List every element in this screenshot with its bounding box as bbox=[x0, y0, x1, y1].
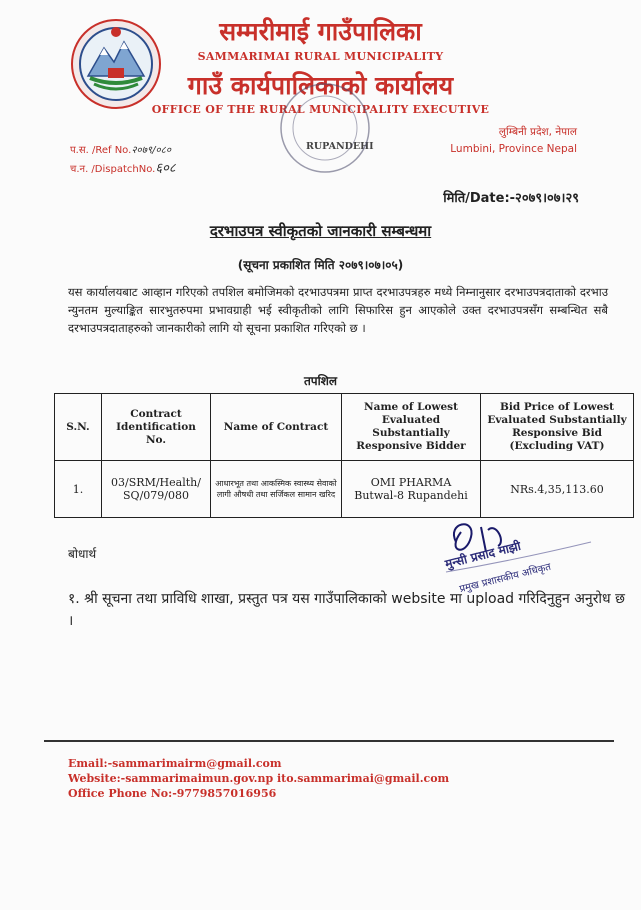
address-en: RUPANDEHI bbox=[306, 141, 374, 152]
notice-paragraph: यस कार्यालयबाट आव्हान गरिएको तपशिल बमोजिमको दरभाउपत्रमा प्राप्त दरभाउपत्रहरु मध्ये निम्नानुसार दरभाउपत्रदाताको दरभाउ न्युनतम मुल्याङ्कित सारभुतरुपमा प्रभावग्राही भई स्वीकृतीको लागि सिफारिस हुन आएकोले उक्त दरभाउपत्रसँग सम्बन्धित सबै दरभाउपत्रदाताहरुको जानकारीको लागि यो सूचना प्रकाशित गरिएको छ । bbox=[68, 285, 608, 335]
table-header-row bbox=[55, 394, 634, 461]
footer-website: Website:-sammarimaimun.gov.np ito.sammarimai@gmail.com bbox=[68, 772, 450, 785]
province-np: लुम्बिनी प्रदेश, नेपाल bbox=[498, 126, 577, 138]
province-en: Lumbini, Province Nepal bbox=[450, 143, 577, 155]
cell-bid-price: NRs.4,35,113.60 bbox=[481, 461, 634, 518]
bid-table bbox=[54, 393, 634, 518]
header-bidder: Name of Lowest Evaluated Substantially Responsive Bidder bbox=[342, 394, 481, 461]
office-name-np: गाउँ कार्यपालिकाको कार्यालय bbox=[187, 71, 454, 100]
dispatch-value: ६०८ bbox=[155, 161, 176, 176]
ref-number bbox=[70, 142, 171, 156]
footer-divider bbox=[44, 740, 614, 742]
municipality-name-en: SAMMARIMAI RURAL MUNICIPALITY bbox=[197, 50, 444, 63]
ref-value: २०७९/०८० bbox=[131, 145, 172, 156]
table-title: तपशिल bbox=[303, 374, 338, 388]
header-sn: S.N. bbox=[55, 394, 102, 461]
footer-email: Email:-sammarimairm@gmail.com bbox=[68, 757, 282, 770]
dispatch-number bbox=[70, 158, 176, 176]
table-row bbox=[55, 461, 634, 518]
cell-bidder bbox=[342, 461, 481, 518]
office-stamp bbox=[270, 78, 380, 178]
signature-block bbox=[426, 512, 616, 597]
notice-published-date: (सूचना प्रकाशित मिति २०७९।०७।०५) bbox=[237, 258, 404, 272]
letter-date: मिति/Date:-२०७९।०७।२९ bbox=[443, 191, 579, 206]
bodhartha-label: बोधार्थ bbox=[68, 547, 97, 561]
cell-contract-id: 03/SRM/Health/ SQ/079/080 bbox=[102, 461, 211, 518]
office-name-en: OFFICE OF THE RURAL MUNICIPALITY EXECUTIVE bbox=[151, 103, 490, 116]
footer-phone: Office Phone No:-9779857016956 bbox=[68, 787, 277, 800]
subject-line: दरभाउपत्र स्वीकृतको जानकारी सम्बन्धमा bbox=[209, 222, 432, 240]
bidder-name: OMI PHARMA bbox=[370, 476, 452, 489]
ref-label: प.स. /Ref No. bbox=[70, 145, 132, 156]
dispatch-label: च.न. /DispatchNo. bbox=[70, 164, 156, 175]
header-contract-name: Name of Contract bbox=[211, 394, 342, 461]
cell-sn: 1. bbox=[55, 461, 102, 518]
copy-instruction: १. श्री सूचना तथा प्राविधि शाखा, प्रस्तुत पत्र यस गाउँपालिकाको website मा upload गरिदिनुहुन अनुरोध छ । bbox=[68, 591, 625, 629]
signatory-name: मुन्सी प्रसाद माझी bbox=[443, 538, 523, 572]
bidder-address: Butwal-8 Rupandehi bbox=[354, 489, 468, 502]
municipality-name-np: सम्मरीमाई गाउँपालिका bbox=[219, 17, 422, 46]
signatory-title: प्रमुख प्रशासकीय अधिकृत bbox=[458, 561, 553, 596]
header-contract-id: Contract Identification No. bbox=[102, 394, 211, 461]
cell-contract-name: आधारभूत तथा आकस्मिक स्वास्थ्य सेवाको लागी औषधी तथा सर्जिकल सामान खरिद bbox=[211, 461, 342, 518]
header-bid-price: Bid Price of Lowest Evaluated Substantially Responsive Bid (Excluding VAT) bbox=[481, 394, 634, 461]
